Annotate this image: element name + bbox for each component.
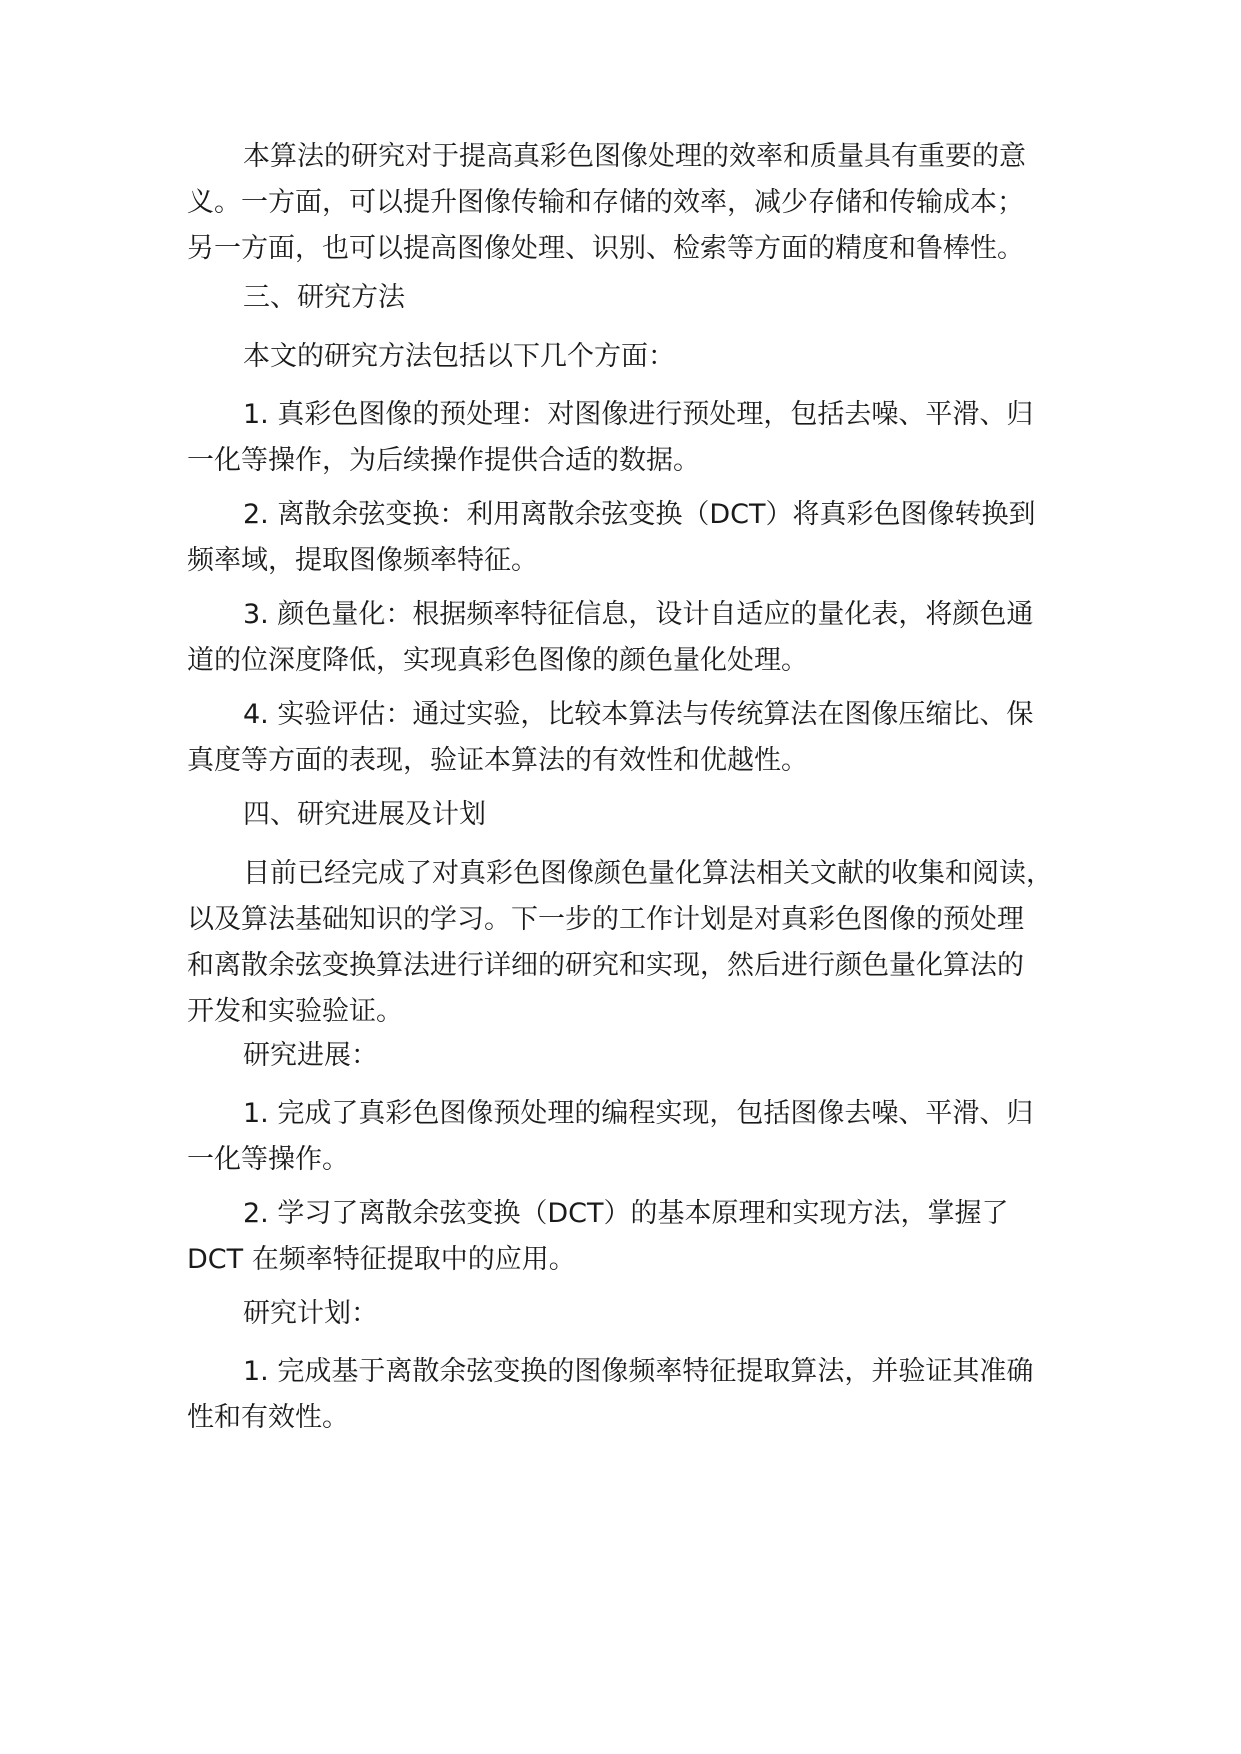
text-line: 1. 真彩色图像的预处理：对图像进行预处理，包括去噪、平滑、归 — [243, 399, 1034, 430]
subheading-progress — [187, 1033, 1097, 1079]
text-line: 和离散余弦变换算法进行详细的研究和实现，然后进行颜色量化算法的 — [187, 950, 1024, 981]
text-line: 目前已经完成了对真彩色图像颜色量化算法相关文献的收集和阅读， — [243, 858, 1053, 889]
heading-text: 研究进展： — [243, 1040, 378, 1071]
text-line: 以及算法基础知识的学习。下一步的工作计划是对真彩色图像的预处理 — [187, 904, 1024, 935]
text-line: 1. 完成了真彩色图像预处理的编程实现，包括图像去噪、平滑、归 — [243, 1098, 1034, 1129]
heading-text: 四、研究进展及计划 — [243, 799, 486, 830]
list-item-evaluation — [187, 692, 1097, 784]
text-line: 开发和实验验证。 — [187, 996, 403, 1027]
list-item-quantization — [187, 592, 1097, 684]
text-line: 2. 离散余弦变换：利用离散余弦变换（DCT）将真彩色图像转换到 — [243, 499, 1036, 530]
text-line: 4. 实验评估：通过实验，比较本算法与传统算法在图像压缩比、保 — [243, 699, 1034, 730]
text-line: 频率域，提取图像频率特征。 — [187, 545, 538, 576]
text-line: 3. 颜色量化：根据频率特征信息，设计自适应的量化表，将颜色通 — [243, 599, 1034, 630]
progress-item-preprocessing — [187, 1091, 1097, 1183]
text-line: 2. 学习了离散余弦变换（DCT）的基本原理和实现方法，掌握了 — [243, 1198, 1009, 1229]
text-line: 义。一方面，可以提升图像传输和存储的效率，减少存储和传输成本； — [187, 187, 1024, 218]
text-line: 道的位深度降低，实现真彩色图像的颜色量化处理。 — [187, 645, 808, 676]
section-heading-methods — [187, 275, 1097, 321]
paragraph-significance — [187, 134, 1097, 272]
text-line: 一化等操作。 — [187, 1144, 349, 1175]
subheading-plan — [187, 1291, 1097, 1337]
progress-item-dct — [187, 1191, 1097, 1283]
plan-item-feature-extraction — [187, 1349, 1097, 1441]
paragraph-progress-summary — [187, 851, 1097, 1035]
list-item-preprocessing — [187, 392, 1097, 484]
text-line: 另一方面，也可以提高图像处理、识别、检索等方面的精度和鲁棒性。 — [187, 233, 1024, 264]
text-line: 1. 完成基于离散余弦变换的图像频率特征提取算法，并验证其准确 — [243, 1356, 1034, 1387]
list-item-dct — [187, 492, 1097, 584]
paragraph-methods-intro — [187, 334, 1097, 380]
section-heading-progress-plan — [187, 792, 1097, 838]
heading-text: 三、研究方法 — [243, 282, 405, 313]
text-line: 本文的研究方法包括以下几个方面： — [243, 341, 675, 372]
heading-text: 研究计划： — [243, 1298, 378, 1329]
text-line: DCT 在频率特征提取中的应用。 — [187, 1244, 576, 1275]
text-line: 一化等操作，为后续操作提供合适的数据。 — [187, 445, 700, 476]
text-line: 性和有效性。 — [187, 1402, 349, 1433]
text-line: 真度等方面的表现，验证本算法的有效性和优越性。 — [187, 745, 808, 776]
text-line: 本算法的研究对于提高真彩色图像处理的效率和质量具有重要的意 — [243, 141, 1026, 172]
